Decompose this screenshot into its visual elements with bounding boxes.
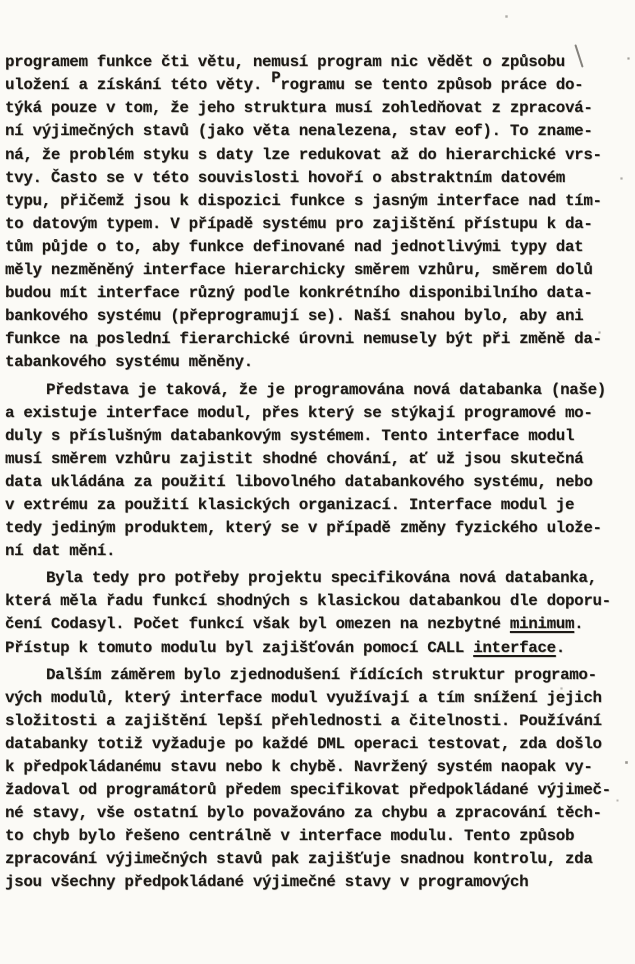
- text-segment: Byla tedy pro potřeby projektu specifikována nová databanka,: [46, 569, 597, 588]
- text-segment: .: [555, 638, 565, 657]
- text-segment: k předpokládanému stavu nebo k chybě. Navržený systém naopak vy-: [5, 758, 593, 776]
- text-segment: typu, přičemž jsou k dispozici funkce s jasným interface nad tím-: [5, 191, 602, 210]
- document-body: [5, 51, 635, 894]
- text-segment: vých modulů, který interface modul využívají a tím snížení jejich: [5, 688, 602, 707]
- paragraph: [5, 567, 635, 659]
- scan-noise-specks: [0, 0, 1, 1]
- text-line: [5, 590, 635, 613]
- text-line: [5, 848, 635, 871]
- text-line: [5, 282, 635, 305]
- text-line: [5, 540, 635, 563]
- underlined-segment: interface: [473, 638, 556, 657]
- text-line: [5, 567, 635, 590]
- text-segment: budou mít interface různý podle konkrétního disponibilního data-: [5, 284, 593, 303]
- text-segment: to chyb bylo řešeno centrálně v interface modulu. Tento způsob: [5, 827, 575, 846]
- text-segment: uložení a získání této věty.: [5, 76, 272, 95]
- text-segment: databanky totiž vyžaduje po každé DML operaci testovat, zda došlo: [5, 734, 602, 753]
- text-line: [5, 144, 635, 167]
- text-segment: musí směrem vzhůru zajistit shodné chování, ať už jsou skutečná: [5, 449, 584, 468]
- text-segment: Představa je taková, že je programována nová databanka (naše): [46, 380, 606, 399]
- text-line: [5, 190, 635, 213]
- text-line: [5, 51, 635, 74]
- text-line: [5, 328, 635, 351]
- text-line: [5, 687, 635, 710]
- text-segment: jsou všechny předpokládané výjimečné stavy v programových: [5, 873, 529, 892]
- text-line: [5, 664, 635, 687]
- text-line: [5, 471, 635, 494]
- text-segment: složitosti a zajištění lepší přehlednosti a čitelnosti. Používání: [5, 711, 602, 730]
- paragraph: [5, 664, 635, 895]
- text-line: [5, 69, 635, 97]
- text-line: [5, 259, 635, 282]
- text-segment: v extrému za použití klasických organizací. Interface modul je: [5, 495, 575, 514]
- text-segment: funkce na poslední fierarchické úrovni nemusely být při změně da-: [5, 330, 602, 349]
- text-line: [5, 379, 635, 402]
- text-line: [5, 802, 635, 825]
- text-segment: žadoval od programátorů předem specifikovat předpokládané výjimeč-: [5, 781, 611, 800]
- text-line: [5, 167, 635, 190]
- text-segment: data ukládána za použití libovolného databankového systému, nebo: [5, 472, 593, 491]
- text-line: [5, 236, 635, 259]
- text-line: [5, 517, 635, 540]
- text-segment: ní dat mění.: [5, 542, 116, 561]
- text-line: [5, 637, 635, 660]
- text-segment: Dalším záměrem bylo zjednodušení řídících struktur programo-: [46, 665, 597, 684]
- paragraph: [5, 51, 635, 374]
- underlined-segment: minimum: [509, 615, 575, 634]
- text-line: [5, 494, 635, 517]
- text-line: [5, 779, 635, 802]
- text-line: [5, 756, 635, 779]
- text-line: [5, 733, 635, 756]
- text-segment: duly s příslušným databankovým systémem. Tento interface modul: [5, 426, 575, 445]
- text-segment: tům půjde o to, aby funkce definované nad jednotlivými typy dat: [5, 237, 584, 256]
- text-segment: zpracování výjimečných stavů pak zajišťuje snadnou kontrolu, zda: [5, 850, 593, 869]
- text-line: [5, 402, 635, 425]
- text-line: [5, 613, 635, 636]
- text-segment: to datovým typem. V případě systému pro zajištění přístupu k da-: [5, 214, 593, 233]
- text-segment: která měla řadu funkcí shodných s klasickou databankou dle doporu-: [5, 592, 611, 611]
- text-line: [5, 213, 635, 236]
- text-segment: bankového systému (přeprogramují se). Naší snahou bylo, aby ani: [5, 307, 584, 326]
- text-segment: tedy jediným produktem, který se v případě změny fyzického ulože-: [5, 519, 602, 538]
- text-line: [5, 825, 635, 848]
- text-line: [5, 305, 635, 328]
- text-segment: tabankového systému měněny.: [5, 353, 253, 372]
- text-line: [5, 710, 635, 733]
- text-segment: ná, že problém styku s daty lze redukovat až do hierarchické vrs-: [5, 145, 602, 164]
- text-segment: Přístup k tomuto modulu byl zajišťován pomocí CALL: [5, 638, 474, 657]
- text-line: [5, 97, 635, 120]
- text-line: [5, 871, 635, 894]
- text-segment: programem funkce čti větu, nemusí program nic vědět o způsobu: [5, 53, 565, 72]
- text-segment: čení Codasyl. Počet funkcí však byl omezen na nezbytné: [5, 615, 510, 634]
- superscript-segment: P: [271, 69, 281, 88]
- text-segment: rogramu se tento způsob práce do-: [280, 76, 584, 95]
- text-segment: né stavy, vše ostatní bylo považováno za chybu a zpracování těch-: [5, 804, 602, 823]
- text-segment: měly nezměněný interface hierarchicky směrem vzhůru, směrem dolů: [5, 261, 593, 280]
- text-segment: .: [574, 615, 584, 634]
- text-segment: ní výjimečných stavů (jako věta nenalezena, stav eof). To zname-: [5, 122, 593, 141]
- text-segment: tvy. Často se v této souvislosti hovoří o abstraktním datovém: [5, 168, 565, 187]
- text-segment: týká pouze v tom, že jeho struktura musí zohledňovat z zpracová-: [5, 99, 593, 118]
- text-segment: a existuje interface modul, přes který se stýkají programové mo-: [5, 403, 593, 422]
- text-line: [5, 120, 635, 143]
- text-line: [5, 448, 635, 471]
- paragraph: [5, 379, 635, 564]
- text-line: [5, 425, 635, 448]
- text-line: [5, 351, 635, 374]
